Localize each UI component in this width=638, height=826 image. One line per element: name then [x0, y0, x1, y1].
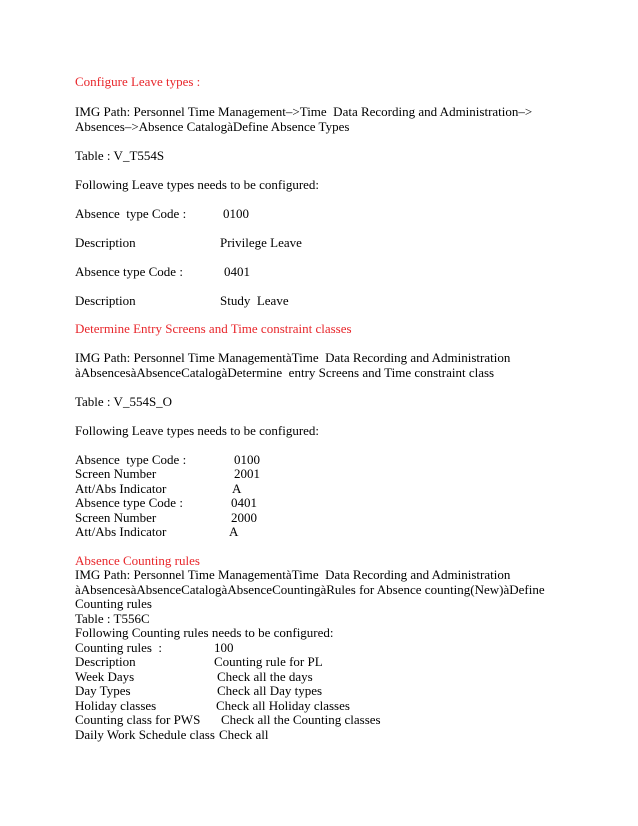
section3-img-path-line3: Counting rules [75, 596, 152, 611]
section1-row-label: Description [75, 293, 136, 308]
section3-intro: Following Counting rules needs to be configured: [75, 625, 334, 640]
section3-heading: Absence Counting rules [75, 553, 200, 568]
section2-table: Table : V_554S_O [75, 394, 173, 409]
section1-row-value: Privilege Leave [220, 235, 302, 250]
section2-row-value: 0401 [231, 495, 257, 510]
section2-row-label: Att/Abs Indicator [75, 524, 167, 539]
section2-row-label: Screen Number [75, 466, 157, 481]
section2-row-value: 2000 [231, 510, 257, 525]
section2-row-label: Att/Abs Indicator [75, 481, 167, 496]
section3-row-label: Description [75, 654, 136, 669]
section2-intro: Following Leave types needs to be configured: [75, 423, 320, 438]
section1-img-path-line1: IMG Path: Personnel Time Management–>Time Data Recording and Administration–> [75, 104, 533, 119]
section2-row-value: 2001 [234, 466, 260, 481]
section2-img-path-line2: àAbsencesàAbsenceCatalogàDetermine entry Screens and Time constraint class [75, 365, 495, 380]
section3-row-value: Counting rule for PL [214, 654, 323, 669]
section2-row-value: A [229, 524, 239, 539]
section3-img-path-line1: IMG Path: Personnel Time ManagementàTime Data Recording and Administration [75, 567, 511, 582]
section3-row-value: Check all the days [217, 669, 313, 684]
section1-row-label: Absence type Code : [75, 264, 183, 279]
section2-row-label: Screen Number [75, 510, 157, 525]
section1-row-value: 0100 [223, 206, 249, 221]
section3-row-label: Counting class for PWS [75, 712, 201, 727]
section3-row-label: Week Days [75, 669, 135, 684]
section3-row-label: Daily Work Schedule class [75, 727, 215, 742]
section3-row-value: Check all [219, 727, 269, 742]
section3-row-label: Day Types [75, 683, 131, 698]
section2-row-value: 0100 [234, 452, 260, 467]
section3-row-value: Check all Holiday classes [216, 698, 350, 713]
section1-intro: Following Leave types needs to be configured: [75, 177, 320, 192]
section3-img-path-line2: àAbsencesàAbsenceCatalogàAbsenceCountingàRules for Absence counting(New)àDefine [75, 582, 545, 597]
section1-row-value: 0401 [224, 264, 250, 279]
section1-row-value: Study Leave [220, 293, 289, 308]
section2-heading: Determine Entry Screens and Time constraint classes [75, 321, 352, 336]
section3-row-value: Check all Day types [217, 683, 323, 698]
section1-img-path-line2: Absences–>Absence CatalogàDefine Absence Types [75, 119, 350, 134]
section3-table: Table : T556C [75, 611, 150, 626]
section3-row-value: Check all the Counting classes [221, 712, 381, 727]
section3-row-label: Counting rules : [75, 640, 163, 655]
section2-row-label: Absence type Code : [75, 452, 187, 467]
section2-row-value: A [232, 481, 242, 496]
section2-img-path-line1: IMG Path: Personnel Time ManagementàTime Data Recording and Administration [75, 350, 511, 365]
section3-row-label: Holiday classes [75, 698, 157, 713]
section1-row-label: Description [75, 235, 136, 250]
section1-table: Table : V_T554S [75, 148, 165, 163]
section2-row-label: Absence type Code : [75, 495, 183, 510]
section1-heading: Configure Leave types : [75, 74, 201, 89]
section3-row-value: 100 [214, 640, 234, 655]
section1-row-label: Absence type Code : [75, 206, 187, 221]
